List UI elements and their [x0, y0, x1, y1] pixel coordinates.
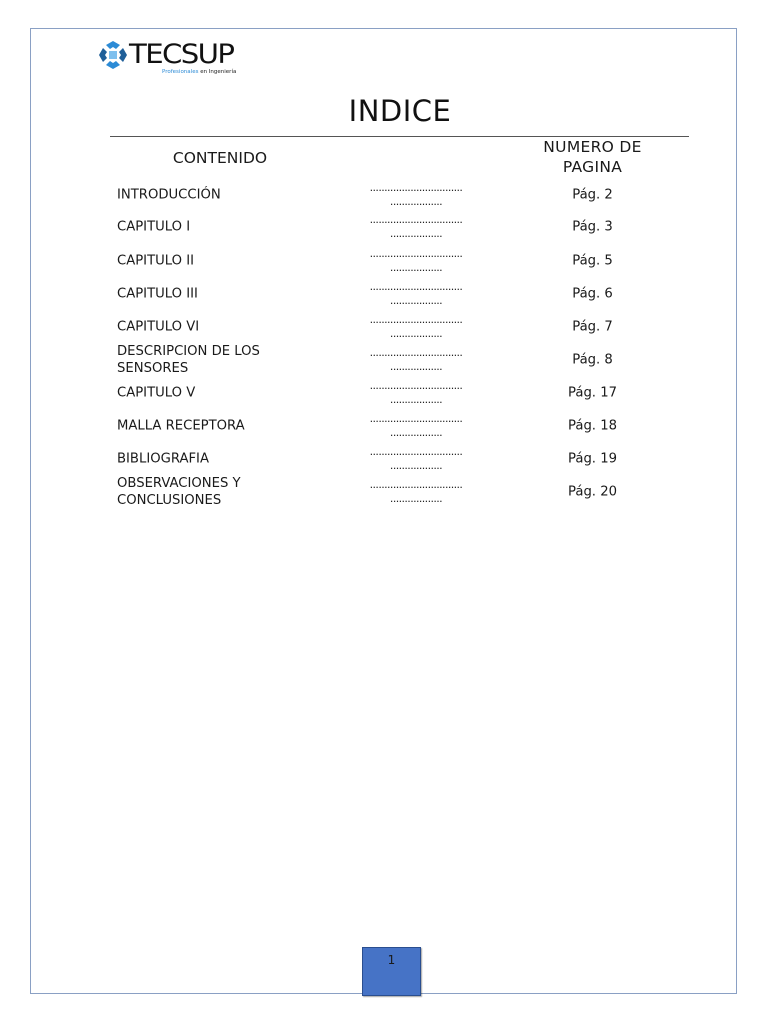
logo-tagline — [162, 69, 236, 76]
toc-entry-label: OBSERVACIONES Y CONCLUSIONES — [117, 475, 241, 508]
toc-leader-dots: ................................ .................. — [369, 477, 463, 505]
toc-entry-page: Pág. 2 — [572, 187, 613, 202]
logo-mark-icon — [98, 40, 128, 70]
toc-row — [110, 475, 689, 508]
logo-wordmark: TECSUP — [129, 39, 234, 70]
toc-leader-dots: ................................ .................. — [369, 345, 463, 373]
toc-entry-label: CAPITULO III — [117, 286, 198, 301]
toc-entry-label: CAPITULO I — [117, 219, 191, 234]
tecsup-logo — [98, 40, 258, 80]
toc-leader-dots: ................................ .................. — [369, 444, 463, 472]
toc-leader-dots: ................................ .................. — [369, 378, 463, 406]
toc-row — [110, 210, 689, 243]
toc-header-row — [110, 136, 689, 180]
toc-entry-page: Pág. 8 — [572, 352, 613, 367]
toc-entry-page: Pág. 5 — [572, 253, 613, 268]
toc-entry-page: Pág. 17 — [568, 385, 617, 400]
toc-leader-dots: ................................ .................. — [369, 180, 463, 208]
toc-entry-page: Pág. 7 — [572, 319, 613, 334]
toc-leader-dots: ................................ .................. — [369, 411, 463, 439]
toc-row — [110, 442, 689, 475]
toc-row — [110, 376, 689, 409]
header-numero-de-pagina: NUMERO DE PAGINA — [543, 138, 642, 176]
toc-entry-page: Pág. 3 — [572, 219, 613, 234]
toc-entry-page: Pág. 6 — [572, 286, 613, 301]
toc-entry-label: INTRODUCCIÓN — [117, 187, 221, 202]
page-number-box — [362, 947, 421, 996]
toc-leader-dots: ................................ .................. — [369, 246, 463, 274]
logo-tagline-part2: en Ingeniería — [200, 69, 237, 75]
toc-entry-label: BIBLIOGRAFIA — [117, 451, 209, 466]
toc-entry-label: CAPITULO VI — [117, 319, 200, 334]
toc-leader-dots: ................................ .................. — [369, 212, 463, 240]
header-contenido: CONTENIDO — [172, 149, 268, 167]
toc-entry-label: DESCRIPCION DE LOS SENSORES — [117, 343, 260, 376]
toc-row — [110, 310, 689, 343]
toc-leader-dots: ................................ .................. — [369, 279, 463, 307]
toc-row — [110, 178, 689, 211]
page-title: INDICE — [348, 94, 452, 128]
toc-entry-label: MALLA RECEPTORA — [117, 418, 245, 433]
toc-row — [110, 244, 689, 277]
page-number: 1 — [387, 953, 396, 967]
toc-entry-label: CAPITULO II — [117, 253, 195, 268]
toc-row — [110, 277, 689, 310]
toc-entry-page: Pág. 19 — [568, 451, 617, 466]
toc-row — [110, 409, 689, 442]
toc-entry-page: Pág. 20 — [568, 484, 617, 499]
toc-leader-dots: ................................ .................. — [369, 312, 463, 340]
toc-entry-page: Pág. 18 — [568, 418, 617, 433]
logo-tagline-part1: Profesionales — [162, 69, 199, 75]
toc-entry-label: CAPITULO V — [117, 385, 196, 400]
toc-row — [110, 343, 689, 376]
